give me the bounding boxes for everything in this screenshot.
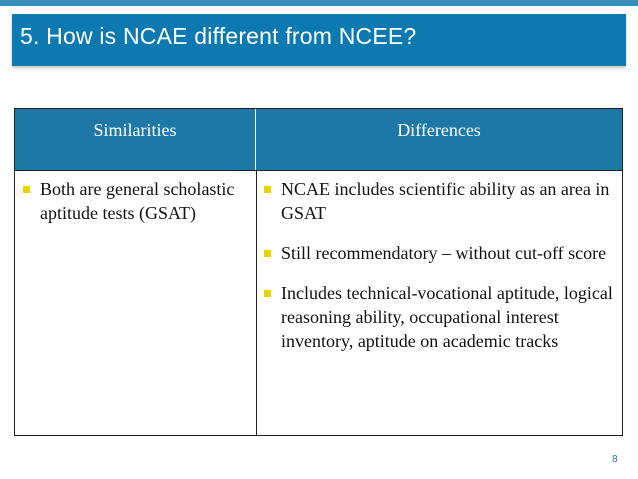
similarities-cell — [21, 177, 251, 241]
slide-title: 5. How is NCAE different from NCEE? — [20, 23, 417, 49]
header-similarities: Similarities — [15, 109, 256, 170]
column-divider — [256, 170, 257, 436]
difference-text: Still recommendatory – without cut-off score — [281, 243, 607, 263]
difference-text: Includes technical-vocational aptitude, logical reasoning ability, occupational interest inventory, aptitude on academic tracks — [281, 283, 613, 351]
difference-item — [262, 241, 617, 265]
difference-item — [262, 281, 617, 353]
square-bullet-icon — [264, 290, 271, 297]
top-accent-stripe — [0, 0, 638, 6]
comparison-table — [14, 108, 623, 436]
square-bullet-icon — [264, 186, 271, 193]
header-divider — [15, 170, 622, 171]
difference-item — [262, 177, 617, 225]
page-number: 8 — [612, 454, 618, 465]
square-bullet-icon — [23, 186, 30, 193]
square-bullet-icon — [264, 250, 271, 257]
similarity-text: Both are general scholastic aptitude tests (GSAT) — [40, 179, 235, 223]
differences-cell — [262, 177, 617, 369]
title-bar — [12, 14, 626, 66]
difference-text: NCAE includes scientific ability as an area in GSAT — [281, 179, 610, 223]
similarity-item — [21, 177, 251, 225]
header-differences: Differences — [256, 109, 622, 170]
